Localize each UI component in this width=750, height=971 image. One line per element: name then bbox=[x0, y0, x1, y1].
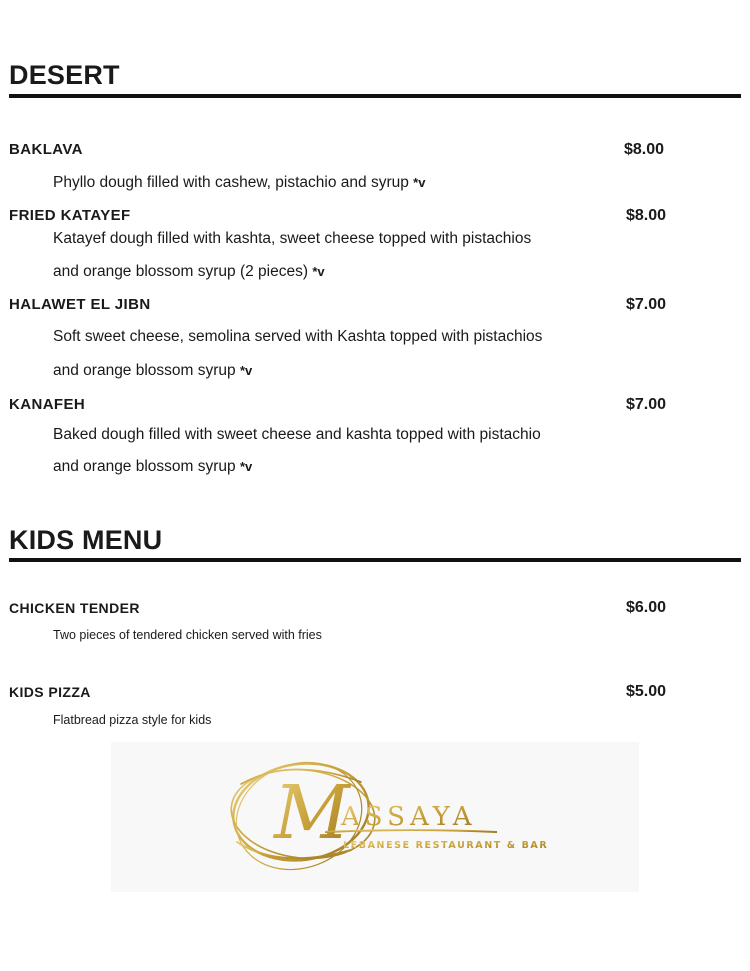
menu-item-description: and orange blossom syrup (2 pieces) *v bbox=[53, 263, 325, 280]
menu-item-description: and orange blossom syrup *v bbox=[53, 362, 253, 379]
menu-item-name: FRIED KATAYEF bbox=[9, 207, 131, 224]
menu-item-price: $7.00 bbox=[626, 296, 667, 313]
vegetarian-tag: *v bbox=[312, 264, 325, 279]
dessert-title-divider bbox=[9, 94, 741, 98]
menu-item-description: and orange blossom syrup *v bbox=[53, 458, 253, 475]
menu-item-description: Soft sweet cheese, semolina served with Kashta topped with pistachios bbox=[53, 328, 543, 345]
menu-item-name: KANAFEH bbox=[9, 396, 86, 413]
menu-item-name: KIDS PIZZA bbox=[9, 684, 91, 700]
logo-tagline: LEBANESE RESTAURANT & BAR bbox=[343, 840, 549, 851]
vegetarian-tag: *v bbox=[413, 175, 426, 190]
menu-item-name: BAKLAVA bbox=[9, 141, 83, 158]
menu-item-price: $8.00 bbox=[624, 141, 665, 158]
restaurant-logo bbox=[111, 742, 639, 892]
menu-item-description: Baked dough filled with sweet cheese and kashta topped with pistachio bbox=[53, 426, 541, 443]
menu-item-name: HALAWET EL JIBN bbox=[9, 296, 151, 313]
menu-item-price: $8.00 bbox=[626, 207, 667, 224]
menu-item-description: Katayef dough filled with kashta, sweet cheese topped with pistachios bbox=[53, 230, 532, 247]
logo-brand-name: ASSAYA bbox=[341, 802, 477, 832]
menu-item-price: $6.00 bbox=[626, 599, 667, 616]
vegetarian-tag: *v bbox=[239, 459, 253, 474]
menu-item-description: Flatbread pizza style for kids bbox=[53, 713, 212, 727]
menu-item-name: CHICKEN TENDER bbox=[9, 600, 140, 616]
menu-item-price: $7.00 bbox=[626, 396, 667, 413]
vegetarian-tag: *v bbox=[239, 363, 253, 378]
kids-section-title: KIDS MENU bbox=[9, 525, 163, 555]
kids-title-divider bbox=[9, 558, 741, 562]
menu-item-description: Phyllo dough filled with cashew, pistachio and syrup *v bbox=[53, 174, 426, 191]
dessert-section-title: DESERT bbox=[9, 60, 120, 90]
menu-item-price: $5.00 bbox=[626, 683, 667, 700]
logo-initial: M bbox=[274, 770, 350, 856]
menu-item-description: Two pieces of tendered chicken served with fries bbox=[53, 628, 322, 642]
massaya-logo-icon bbox=[111, 742, 639, 892]
